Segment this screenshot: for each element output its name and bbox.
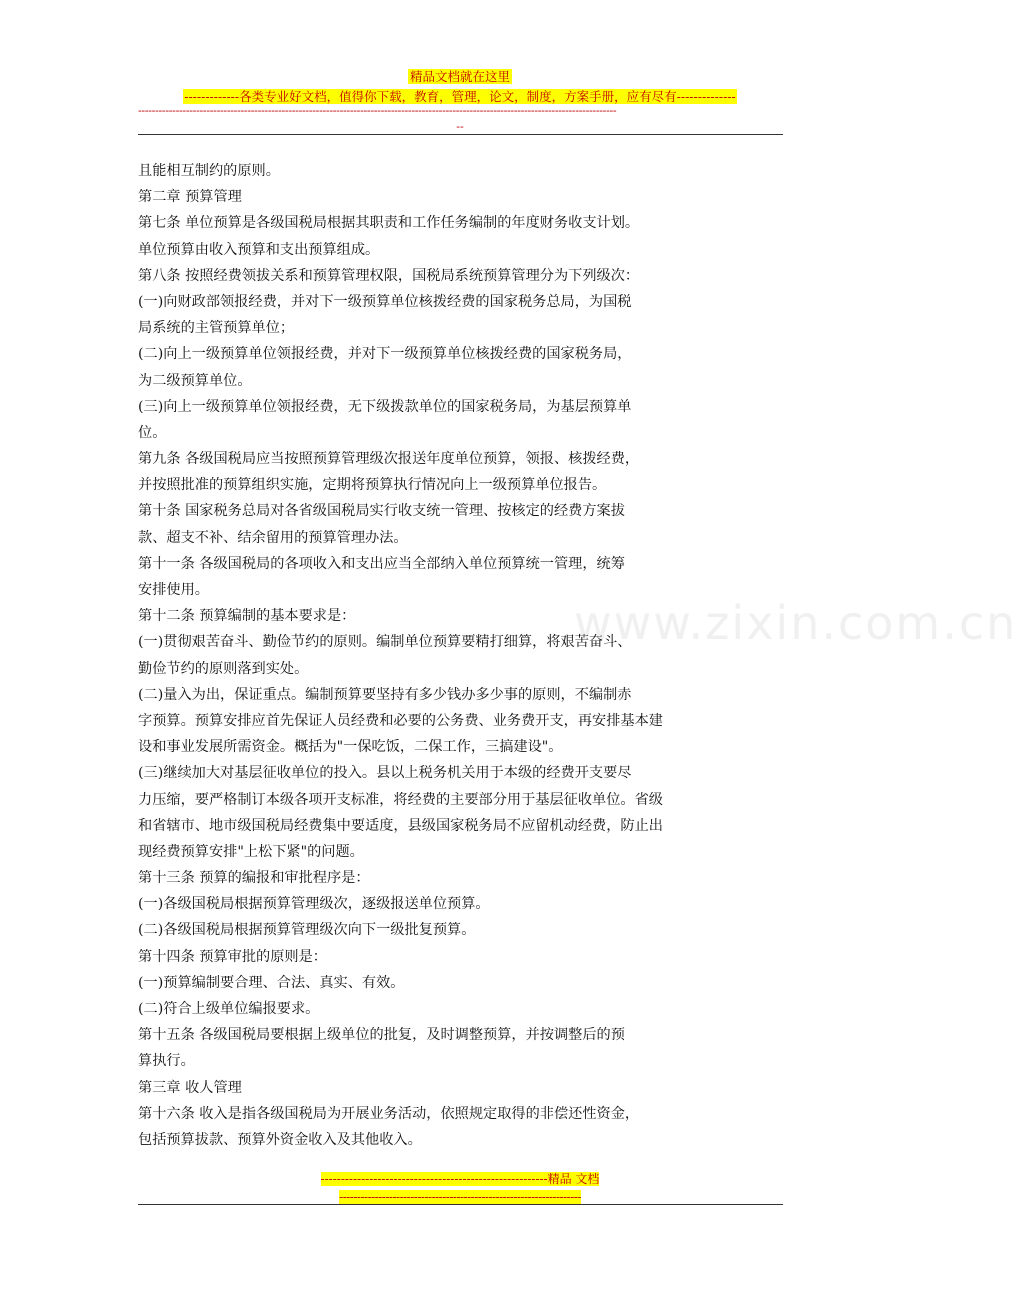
header-rule bbox=[138, 134, 783, 135]
text-line: 款、超支不补、结余留用的预算管理办法。 bbox=[138, 529, 408, 546]
text-line: 为二级预算单位。 bbox=[138, 372, 252, 389]
text-line: 第八条 按照经费领拔关系和预算管理权限，国税局系统预算管理分为下列级次： bbox=[138, 267, 640, 284]
text-line: 第十五条 各级国税局要根据上级单位的批复，及时调整预算，并按调整后的预 bbox=[138, 1027, 625, 1044]
text-line: (二)符合上级单位编报要求。 bbox=[138, 1001, 320, 1017]
text-line: (一)向财政部领报经费，并对下一级预算单位核拨经费的国家税务总局，为国税 bbox=[138, 293, 632, 310]
text-line: 第十四条 预算审批的原则是： bbox=[138, 948, 327, 965]
text-line: (三)继续加大对基层征收单位的投入。县以上税务机关用于本级的经费开支要尽 bbox=[138, 765, 632, 782]
text-line: 单位预算由收入预算和支出预算组成。 bbox=[138, 241, 380, 258]
text-line: 算执行。 bbox=[138, 1053, 195, 1070]
watermark: www.zixin.com.cn bbox=[574, 596, 1017, 650]
text-line: (三)向上一级预算单位领报经费，无下级拨款单位的国家税务局，为基层预算单 bbox=[138, 398, 632, 415]
header-title: 精品文档就在这里 bbox=[409, 69, 510, 84]
footer-rule bbox=[138, 1204, 783, 1205]
text-line: 第三章 收人管理 bbox=[138, 1079, 242, 1096]
text-line: 力压缩，要严格制订本级各项开支标准，将经费的主要部分用于基层征收单位。省级 bbox=[138, 791, 663, 808]
header-slogan: -------------各类专业好文档，值得你下载，教育，管理，论文，制度，方案手册，应有尽有-------------- bbox=[184, 89, 736, 104]
header-dash-tail: -- bbox=[456, 120, 464, 133]
text-line: 且能相互制约的原则。 bbox=[138, 163, 280, 179]
text-line: 和省辖市、地市级国税局经费集中要适度，县级国家税务局不应留机动经费，防止出 bbox=[138, 817, 663, 834]
text-line: 第九条 各级国税局应当按照预算管理级次报送年度单位预算，领报、核拨经费， bbox=[138, 451, 640, 468]
text-line: 位。 bbox=[138, 424, 167, 441]
text-line: (二)各级国税局根据预算管理级次向下一级批复预算。 bbox=[138, 922, 476, 939]
text-line: 第十三条 预算的编报和审批程序是： bbox=[138, 870, 370, 887]
text-line: 局系统的主管预算单位； bbox=[138, 320, 295, 337]
text-line: (一)贯彻艰苦奋斗、勤俭节约的原则。编制单位预算要精打细算，将艰苦奋斗、 bbox=[138, 634, 632, 651]
text-line: 第七条 单位预算是各级国税局根据其职责和工作任务编制的年度财务收支计划。 bbox=[138, 215, 640, 232]
footer-dash-line: -------------------------------------------------------------------- bbox=[339, 1190, 581, 1204]
text-line: 安排使用。 bbox=[138, 582, 209, 598]
text-line: 字预算。预算安排应首先保证人员经费和必要的公务费、业务费开支，再安排基本建 bbox=[138, 712, 663, 729]
text-line: 设和事业发展所需资金。概括为"一保吃饭，二保工作，三搞建设"。 bbox=[138, 739, 563, 756]
text-line: 包括预算拔款、预算外资金收入及其他收入。 bbox=[138, 1131, 422, 1148]
text-line: (二)量入为出，保证重点。编制预算要坚持有多少钱办多少事的原则，不编制赤 bbox=[138, 686, 632, 703]
text-line: (一)预算编制要合理、合法、真实、有效。 bbox=[138, 974, 405, 991]
footer-label: --------------------------------------------------------精品 文档 bbox=[320, 1172, 600, 1186]
text-line: 第十一条 各级国税局的各项收入和支出应当全部纳入单位预算统一管理，统筹 bbox=[138, 555, 625, 572]
header-dash-line: -------------------------------------------------------------------------------------------------------------------------------------------- bbox=[138, 104, 617, 117]
text-line: 第十二条 预算编制的基本要求是： bbox=[138, 608, 356, 625]
text-line: 并按照批准的预算组织实施，定期将预算执行情况向上一级预算单位报告。 bbox=[138, 477, 607, 494]
text-line: 第十六条 收入是指各级国税局为开展业务活动，依照规定取得的非偿还性资金， bbox=[138, 1105, 640, 1122]
text-line: 勤俭节约的原则落到实处。 bbox=[138, 660, 309, 677]
text-line: 第二章 预算管理 bbox=[138, 189, 242, 206]
text-line: 现经费预算安排"上松下紧"的问题。 bbox=[138, 843, 364, 860]
text-line: (一)各级国税局根据预算管理级次，逐级报送单位预算。 bbox=[138, 896, 490, 913]
document-body bbox=[138, 158, 743, 1153]
text-line: 第十条 国家税务总局对各省级国税局实行收支统一管理、按核定的经费方案拔 bbox=[138, 503, 625, 520]
text-line: (二)向上一级预算单位领报经费，并对下一级预算单位核拨经费的国家税务局， bbox=[138, 346, 632, 363]
